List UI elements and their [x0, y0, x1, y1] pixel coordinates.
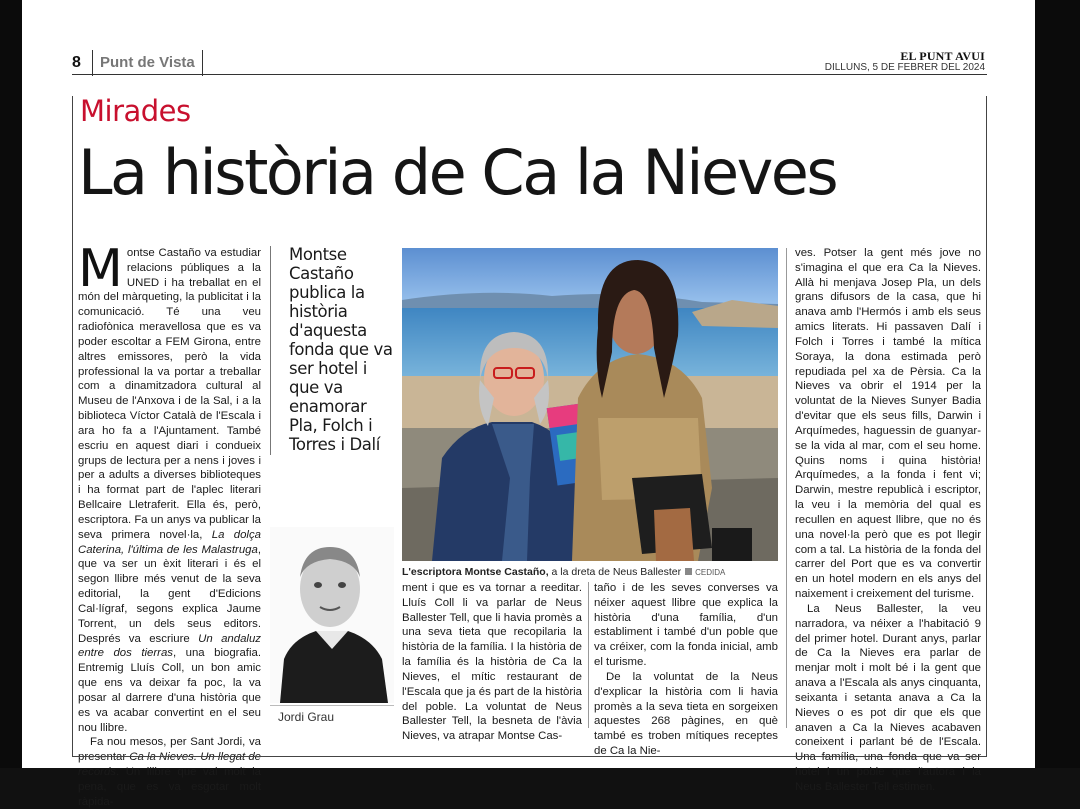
paragraph: La Neus Ballester, la veu narradora, va néixer a l'habitació 9 del primer hotel. Durant anys, parlar de Ca la Nieves era parlar de menjar molt i molt bé i la gent que anava a l'Escala als anys cinquanta, seixanta i setanta anava a Ca la Nieves o es pot dir que els que anaven a Ca la Nieves acabaven coneixent i parlant bé de l'Escala. Una família, una fonda que va ser hotel i un poble que l'autora i la Neus Ballester Tell estimen.	[795, 602, 981, 793]
newspaper-name: EL PUNT AVUI	[900, 49, 985, 63]
article-photo	[402, 248, 778, 561]
newspaper-page	[22, 0, 1035, 808]
frame-bottom-rule	[72, 756, 987, 757]
author-photo	[270, 527, 394, 703]
paragraph-text: ontse Castaño va estudiar relacions públiques a la UNED i ha treballat en el món del màrqueting, la publicitat i la comunicació. Té una veu radiofònica meravellosa que es va poder escoltar a FEM Girona, entre altres emissores, però la vida professional la va portar a treballar com a dinamitzadora cultural al Museu de l'Anxova i de la Sal, i a la biblioteca Víctor Català de l'Escala i ara ho fa a l'Ajuntament. També escriu en aquest diari i condueix grups de lectura per a nens i joves i per a adults a diverses biblioteques i ha format part de l'aplec literari Bellcaire Lletraferit. Ella és, però, escriptora. Fa un anys va publicar la seva primera novel·la,	[78, 247, 261, 541]
caption-text: a la dreta de Neus Ballester	[551, 566, 682, 578]
caption-square-icon	[685, 568, 692, 575]
book-title: Ca la Nieves. Un llegat de records	[78, 751, 261, 778]
paragraph: ment i que es va tornar a reeditar. Lluís Coll li va parlar de Neus Ballester Tell, que li havia promès a una seva tieta que recopilaria la història de la família. I la història de la família és la història de Ca la Nieves, el mític restaurant de l'Escala que ja és part de la història del poble. La voluntat de Neus Ballester Tell, la besneta de l'àvia Nieves, va atrapar Montse Cas-	[402, 582, 582, 743]
paragraph: ves. Potser la gent més jove no s'imagina el que era Ca la Nieves. Allà hi menjava Josep Pla, un dels grans difusors de la casa, que hi anava amb l'Hermós i amb els seus amics literats. Hi passaven Dalí i Folch i Torres i també la mítica Soraya, la dona estimada però repudiada pel xa de Pèrsia. Ca la Nieves va obrir el 1914 per la voluntat de la Nieves Sunyer Badia d'evitar que els seus fills, Darwin i Arquímedes, haguessin de guanyar-se la vida al mar, com el seu home. Quins noms i quina història! Arquímedes, a la fonda i fent vi; Darwin, mestre republicà i escriptor, la veu i la memòria del qual es recullen en aquest llibre, que no és una novel·la però que es pot llegir com a tal. La història de la fonda del carrer del Port que es va convertir en un hotel modern en els anys del naixement i creixement del turisme.	[795, 247, 981, 601]
paragraph: De la voluntat de la Neus d'explicar la història com li havia promès a la seva tieta en sorgeixen aquestes 268 pàgines, en què també es troben mítiques receptes de Ca la Nie-	[594, 670, 778, 758]
right-dark-margin	[1035, 0, 1080, 768]
section-name: Punt de Vista	[100, 50, 203, 76]
article-column-4	[795, 246, 981, 795]
paragraph-text: . Un llibre que val molt la pena, que es va esgotar molt ràpida-	[78, 765, 261, 808]
author-name: Jordi Grau	[270, 705, 394, 727]
article-column-3	[594, 581, 778, 759]
caption-subject: L'escriptora Montse Castaño,	[402, 566, 549, 578]
column-gutter-rule	[786, 248, 787, 728]
page-number: 8	[72, 50, 93, 76]
article-column-1	[78, 239, 261, 809]
publication-date: DILLUNS, 5 DE FEBRER DEL 2024	[824, 62, 985, 73]
header-rule	[72, 74, 987, 75]
pull-quote: Montse Castaño publica la història d'aquesta fonda que va ser hotel i que va enamorar Pla, Folch i Torres i Dalí	[270, 246, 394, 455]
paragraph-text: Fa nou mesos, per Sant Jordi, va presentar	[78, 736, 261, 764]
paragraph	[78, 239, 261, 735]
article-kicker: Mirades	[80, 94, 191, 128]
frame-right-rule	[986, 96, 987, 756]
column-gutter-rule	[588, 582, 589, 728]
dropcap: M	[78, 239, 123, 299]
article-column-2	[402, 581, 582, 744]
article-headline: La història de Ca la Nieves	[78, 136, 837, 209]
paragraph: taño i de les seves converses va néixer aquest llibre que explica la història d'una família, d'un establiment i també d'un poble que va créixer, com la fonda inicial, amb el turisme.	[594, 582, 778, 669]
book-title: Un andaluz entre dos tierras	[78, 632, 261, 660]
frame-left-rule	[72, 96, 73, 756]
paragraph	[78, 735, 261, 809]
photo-caption	[402, 566, 778, 578]
paragraph-text: , una biografia. Entremig Lluís Coll, un bon amic que ens va deixar fa poc, la va posar al darrere d'una història que es va acabar convertint en el seu nou llibre.	[78, 647, 261, 734]
left-dark-margin	[0, 0, 22, 768]
paragraph-text: , que va ser un èxit literari i és el segon llibre més venut de la seva editorial, la gent d'Edicions Cal·lígraf, segons explica Jaume Torrent, un dels seus editors. Després va escriure	[78, 543, 261, 645]
book-title: La dolça Caterina, l'última de les Malastruga	[78, 528, 261, 556]
pull-quote-column	[270, 246, 394, 455]
photo-credit: CEDIDA	[695, 568, 726, 577]
